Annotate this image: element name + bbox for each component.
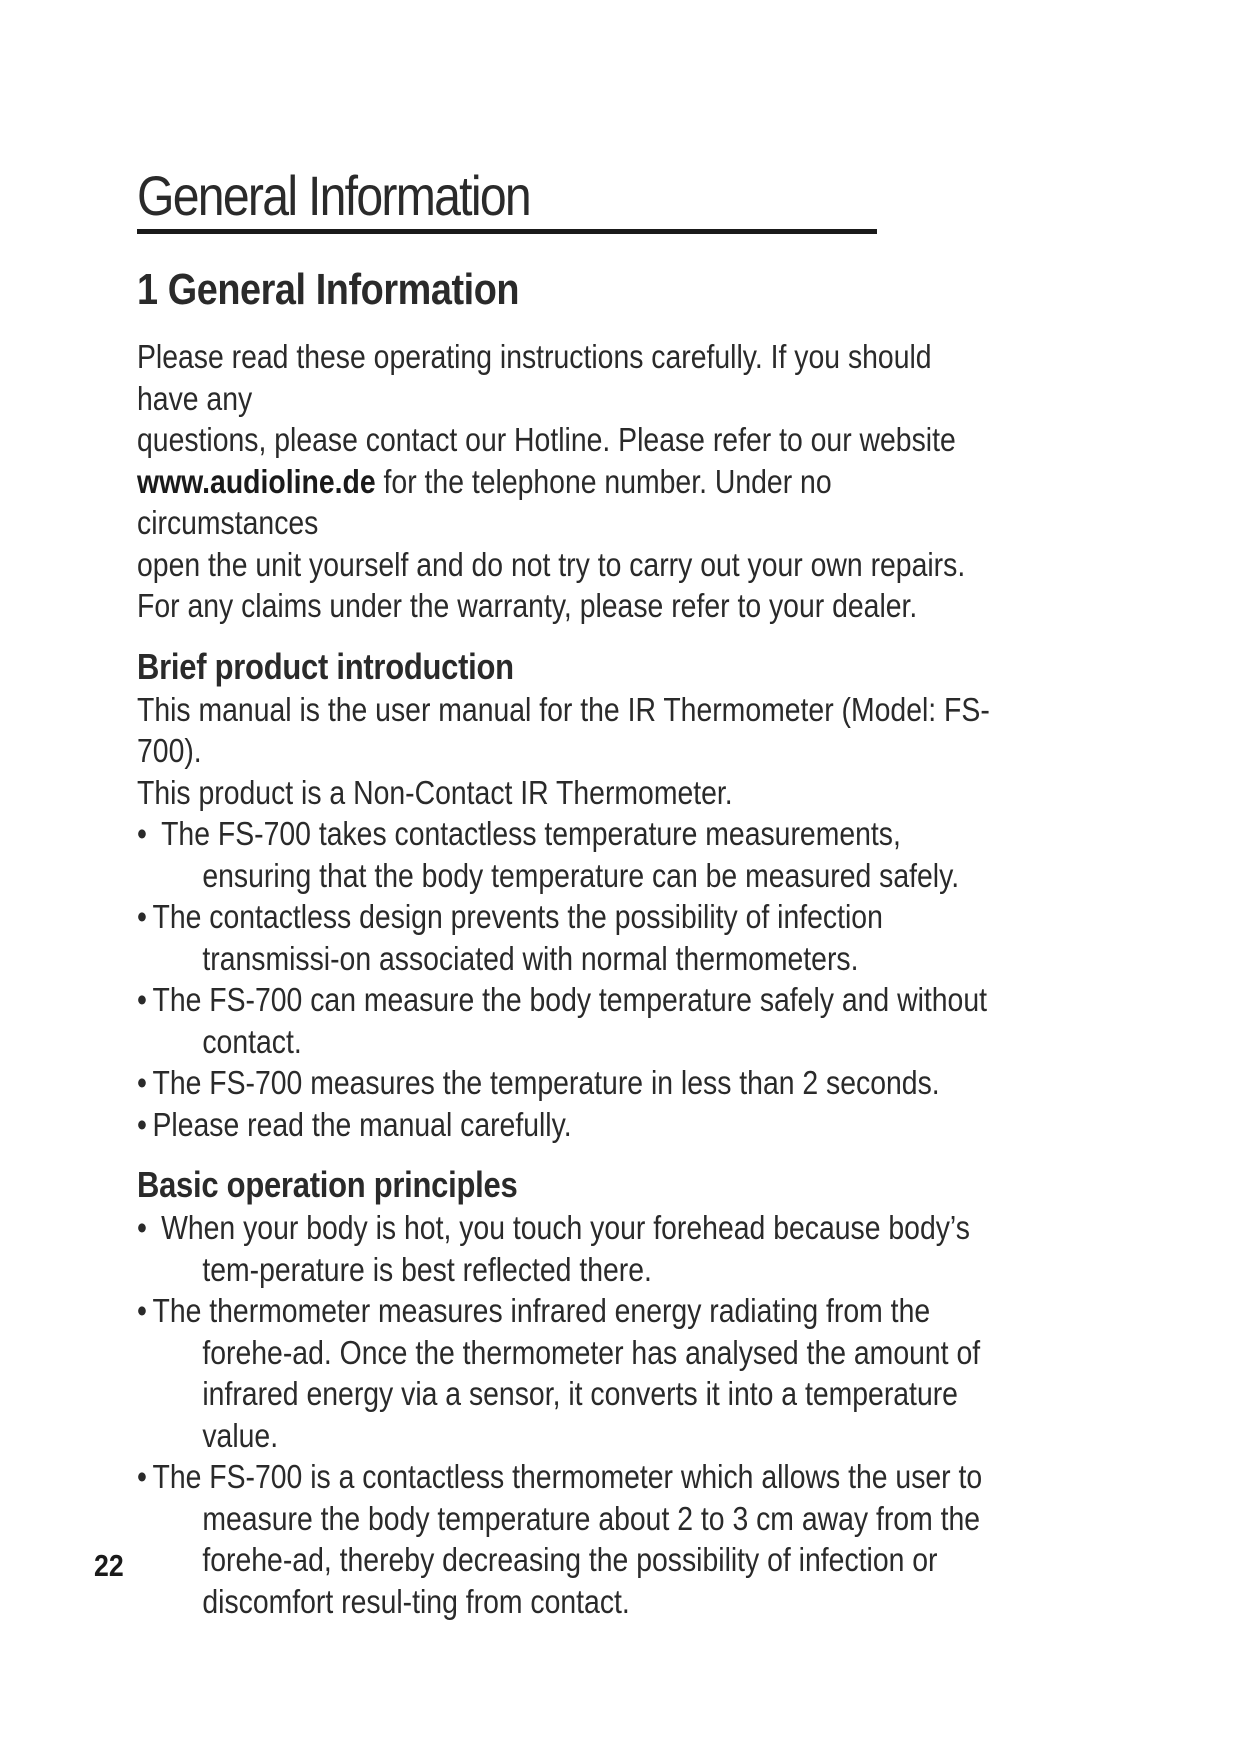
intro-paragraph (137, 336, 997, 627)
list-item-text: The thermometer measures infrared energy radiating from the forehe-ad. Once the thermometer has analysed the amount of infrared energy via a sensor, it converts it into a temperature value. (152, 1292, 981, 1454)
title-divider (137, 229, 877, 234)
basic-principles-heading: Basic operation principles (137, 1164, 518, 1205)
bullet-icon: • (137, 815, 147, 852)
list-item (137, 1062, 997, 1104)
intro-line-4: open the unit yourself and do not try to carry out your own repairs. (137, 545, 966, 583)
intro-line-5: For any claims under the warranty, please refer to your dealer. (137, 587, 918, 624)
list-item (137, 1104, 997, 1146)
page-number: 22 (94, 1548, 124, 1583)
list-item (137, 1207, 997, 1290)
basic-principles-section (137, 1163, 997, 1622)
brief-line-1: This manual is the user manual for the IR Thermometer (Model: FS-700). (137, 690, 990, 769)
list-item-text: Please read the manual carefully. (152, 1105, 572, 1143)
content (137, 262, 997, 1640)
list-item (137, 896, 997, 979)
bullet-icon: • (137, 1292, 147, 1329)
list-item-text: The FS-700 can measure the body temperature safely and without contact. (152, 981, 988, 1060)
bullet-icon: • (137, 1209, 147, 1246)
brief-introduction-heading: Brief product introduction (137, 645, 514, 687)
list-item-text: The FS-700 is a contactless thermometer which allows the user to measure the body temperature about 2 to 3 cm away from the forehe-ad, thereby decreasing the possibility of infection or discomfort resul-ting from contact. (152, 1458, 983, 1620)
page-title: General Information (137, 164, 530, 227)
list-item (137, 1290, 997, 1456)
list-item (137, 1456, 997, 1622)
bullet-icon: • (137, 898, 147, 935)
list-item (137, 813, 997, 896)
section-heading: 1 General Information (137, 265, 520, 314)
bullet-icon: • (137, 1458, 147, 1495)
brief-line-2: This product is a Non-Contact IR Thermometer. (137, 773, 733, 811)
website-link[interactable]: www.audioline.de (137, 462, 376, 500)
list-item-text: When your body is hot, you touch your forehead because body’s tem-perature is best reflected there. (161, 1209, 970, 1288)
list-item-text: The contactless design prevents the possibility of infection transmissi-on associated with normal thermometers. (152, 898, 883, 977)
bullet-icon: • (137, 1064, 147, 1101)
brief-introduction-section (137, 645, 997, 1146)
intro-line-2: questions, please contact our Hotline. Please refer to our website (137, 421, 956, 458)
intro-line-1: Please read these operating instructions carefully. If you should have any (137, 338, 932, 417)
intro-line-3: for the telephone number. Under no circumstances (137, 462, 832, 541)
list-item-text: The FS-700 takes contactless temperature measurements, ensuring that the body temperature can be measured safely. (161, 815, 960, 894)
list-item (137, 979, 997, 1062)
bullet-icon: • (137, 981, 147, 1018)
bullet-icon: • (137, 1105, 147, 1143)
list-item-text: The FS-700 measures the temperature in less than 2 seconds. (152, 1064, 940, 1101)
